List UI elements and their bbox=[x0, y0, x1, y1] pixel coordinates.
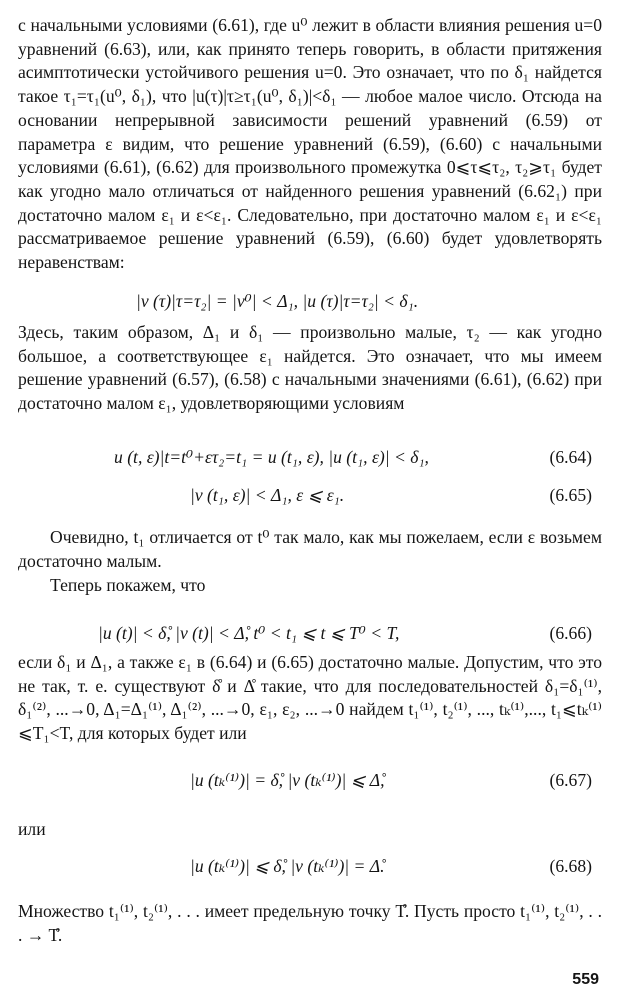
paragraph-now-show: Теперь покажем, что bbox=[50, 575, 206, 595]
equation-number: (6.67) bbox=[549, 770, 592, 790]
paragraph-or: или bbox=[18, 819, 46, 839]
paragraph-obviously: Очевидно, t₁ отличается от t⁰ так мало, как мы пожелаем, если ε возьмем достаточно малым. bbox=[18, 527, 602, 571]
equation-body: |u (t)| < δ̊, |v (t)| < Δ̊, t⁰ < t₁ ⩽ t ⩽ T⁰ < T, bbox=[98, 623, 400, 643]
equation-6-66 bbox=[18, 622, 602, 650]
equation-6-68 bbox=[18, 855, 602, 883]
equation-body: u (t, ε)|t=t⁰+ετ₂=t₁ = u (t₁, ε), |u (t₁, ε)| < δ₁, bbox=[114, 447, 429, 467]
equation-number: (6.66) bbox=[549, 623, 592, 643]
paragraph-continuation: с начальными условиями (6.61), где u⁰ лежит в области влияния решения u=0 уравнений (6.63), или, как принято теперь говорить, в области притяжения асимптотически устойчивого решения u=0. Это означает, что по δ₁ найдется такое τ₁=τ₁(u⁰, δ₁), что |u(τ)|τ≥τ₁(u⁰, δ₁)|<δ₁ — любое малое число. Отсюда на основании непрерывной зависимости решений уравнений (6.59) от параметра ε видим, что решение уравнений (6.59), (6.60) с начальными условиями (6.61), (6.62) для произвольного промежутка 0⩽τ⩽τ₂, τ₂⩾τ₁ будет как угодно мало отличаться от найденного решения уравнений (6.62₁) при достаточно малом ε₁ и ε<ε₁. Следовательно, при достаточно малом ε₁ и ε<ε₁ рассматриваемое решение уравнений (6.59), (6.60) будет удовлетворять неравенствам: bbox=[18, 15, 602, 273]
equation-body: |u (tₖ⁽¹⁾)| ⩽ δ̊, |v (tₖ⁽¹⁾)| = Δ̊. bbox=[190, 856, 385, 876]
equation-body: |v (τ)|τ=τ₂| = |v⁰| < Δ₁, |u (τ)|τ=τ₂| < δ₁. bbox=[136, 291, 419, 311]
equation-6-67 bbox=[18, 769, 602, 797]
equation-number: (6.65) bbox=[549, 485, 592, 505]
paragraph-assume: если δ₁ и Δ₁, а также ε₁ в (6.64) и (6.65) достаточно малые. Допустим, что это не так, т. е. существуют δ̊ и Δ̊ такие, что для последовательностей δ₁=δ₁⁽¹⁾, δ₁⁽²⁾, ...→0, Δ₁=Δ₁⁽¹⁾, Δ₁⁽²⁾, ...→0, ε₁, ε₂, ...→0 найдем t₁⁽¹⁾, t₂⁽¹⁾, ..., tₖ⁽¹⁾,..., t₁⩽tₖ⁽¹⁾⩽T₁<T, для которых будет или bbox=[18, 652, 602, 744]
paragraph-explanation: Здесь, таким образом, Δ₁ и δ₁ — произвольно малые, τ₂ — как угодно большое, а соответствующее ε₁ найдется. Это означает, что мы имеем решение уравнений (6.57), (6.58) с начальными значениями (6.61), (6.62) при достаточно малом ε₁, удовлетворяющими условиям bbox=[18, 322, 602, 414]
paragraph-limit-point: Множество t₁⁽¹⁾, t₂⁽¹⁾, . . . имеет предельную точку T̊. Пусть просто t₁⁽¹⁾, t₂⁽¹⁾, . . . → T̊. bbox=[18, 901, 602, 945]
equation-body: |v (t₁, ε)| < Δ₁, ε ⩽ ε₁. bbox=[190, 485, 345, 505]
inequality-display bbox=[18, 290, 602, 318]
equation-number: (6.64) bbox=[549, 447, 592, 467]
equation-body: |u (tₖ⁽¹⁾)| = δ̊, |v (tₖ⁽¹⁾)| ⩽ Δ̊, bbox=[190, 770, 385, 790]
page-number: 559 bbox=[572, 971, 599, 988]
equation-6-64 bbox=[18, 446, 602, 474]
equation-6-65 bbox=[18, 484, 602, 512]
equation-number: (6.68) bbox=[549, 856, 592, 876]
